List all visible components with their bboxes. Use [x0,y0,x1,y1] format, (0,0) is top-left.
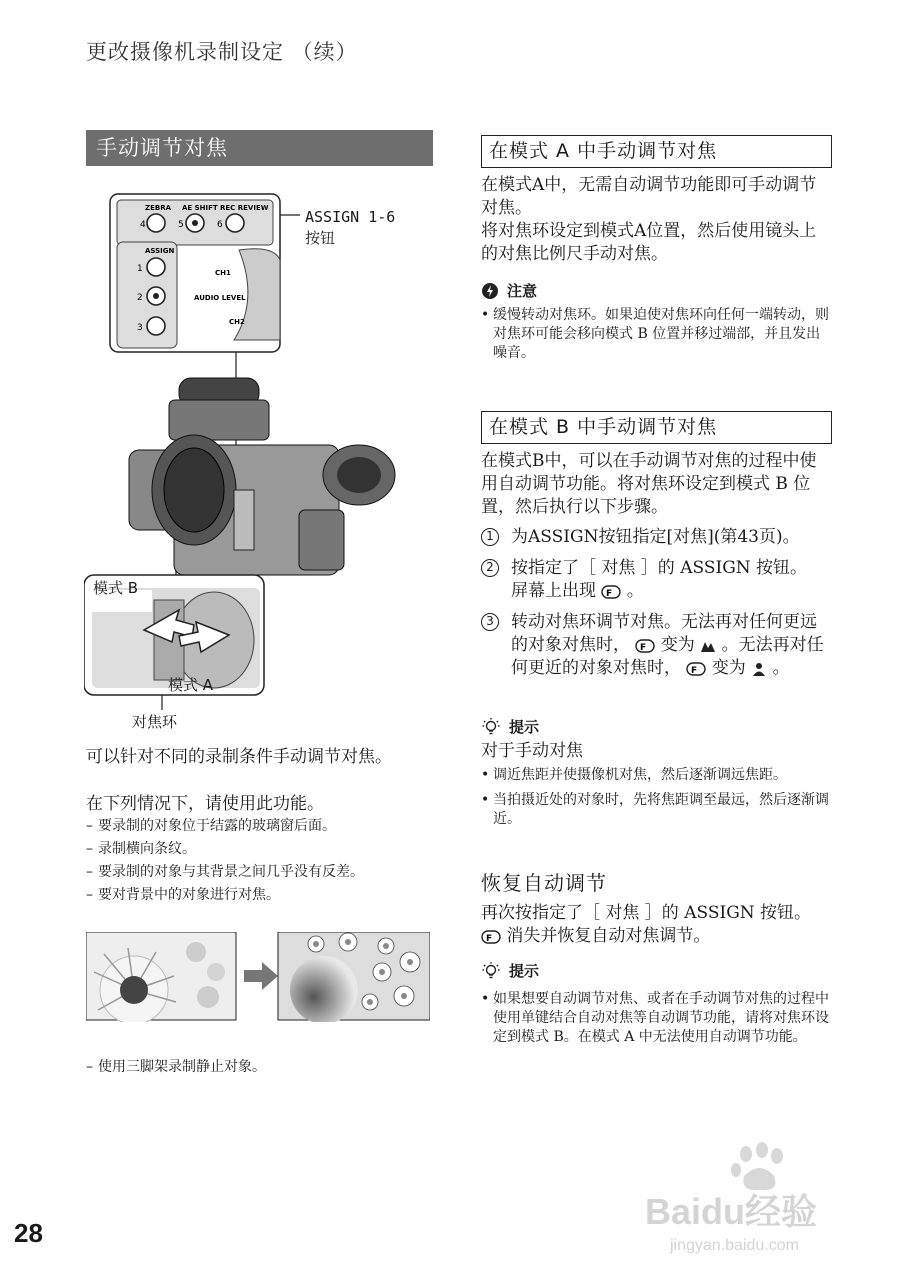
focus-example-images [86,932,430,1022]
zebra-label: ZEBRA [145,204,172,212]
svg-text:2: 2 [137,293,143,303]
tip-heading-1 [481,716,539,737]
tip-bulb-icon [481,717,501,737]
svg-text:F: F [640,642,647,653]
caution-icon [481,282,499,300]
list-item: – 使用三脚架录制静止对象。 [86,1058,431,1077]
page-number: 28 [14,1218,43,1248]
svg-text:6: 6 [217,220,223,230]
baidu-watermark [640,1140,870,1260]
list-item: – 要录制的对象位于结露的玻璃窗后面。 [86,817,431,836]
svg-text:5: 5 [178,220,184,230]
tip-heading-2 [481,960,539,981]
camcorder-body [129,378,395,575]
step-2: 2 按指定了［ 对焦 ］的 ASSIGN 按钮。 屏幕上出现 F 。 [481,557,833,603]
svg-text:4: 4 [140,220,146,230]
intro-text-1: 可以针对不同的录制条件手动调节对焦。 [86,747,392,767]
caution-heading [481,280,537,301]
arrow-right-icon [244,962,278,990]
mode-b-callout: 模式 B [93,579,139,597]
button-panel-inset [110,194,280,352]
tripod-item [86,1058,431,1077]
ch1-label: CH1 [215,269,231,277]
recover-body: 再次按指定了［ 对焦 ］的 ASSIGN 按钮。 F 消失并恢复自动对焦调节。 [481,903,812,946]
assign-4-button [147,214,165,232]
assign-callout-line2: 按钮 [305,229,336,247]
svg-text:F: F [486,933,493,944]
manual-focus-icon [481,930,501,944]
assign-3-button [147,317,165,335]
recover-heading: 恢复自动调节 [481,871,607,895]
caution-label: 注意 [507,282,538,300]
mode-b-body: 在模式B中，可以在手动调节对焦的过程中使用自动调节功能。将对焦环设定到模式 B 位置，然后执行以下步骤。 [481,451,817,517]
intro-text-2: 在下列情况下，请使用此功能。 [86,794,324,814]
list-item: • 缓慢转动对焦环。如果迫使对焦环向任何一端转动，则对焦环可能会移向模式 B 位置并移过端部，并且发出噪音。 [481,306,833,363]
mode-a-callout: 模式 A [168,676,214,694]
paw-icon [731,1142,783,1190]
section-title-manual-focus: 手动调节对焦 [86,130,433,166]
ch2-label: CH2 [229,318,245,326]
manual-focus-icon [686,662,706,676]
conditions-list [86,817,431,905]
audio-level-label: AUDIO LEVEL [194,294,246,302]
list-item: – 要录制的对象与其背景之间几乎没有反差。 [86,863,431,882]
list-item: • 调近焦距并使摄像机对焦，然后逐渐调远焦距。 [481,766,833,785]
assign-callout-line1: ASSIGN 1-6 [305,208,396,226]
rec-review-label: REC REVIEW [220,204,269,212]
ae-shift-label: AE SHIFT [182,204,218,212]
tip-subheading: 对于手动对焦 [481,741,583,761]
list-item: • 当拍摄近处的对象时，先将焦距调至最远，然后逐渐调近。 [481,791,833,829]
svg-text:3: 3 [137,323,143,333]
tips-list [481,766,833,829]
mode-a-heading: 在模式 A 中手动调节对焦 [481,135,832,168]
page-header-title: 更改摄像机录制设定 （续） [86,40,358,64]
mode-a-body-1: 在模式A中，无需自动调节功能即可手动调节对焦。 [481,175,817,218]
caution-list [481,306,833,363]
assign-6-button [226,214,244,232]
mode-a-body-2: 将对焦环设定到模式A位置，然后使用镜头上的对焦比例尺手动对焦。 [481,221,817,264]
tip-label-2: 提示 [509,962,540,980]
watermark-main: Baidu经验 [645,1191,818,1232]
mode-b-steps [481,526,833,680]
focus-ring-callout: 对焦环 [132,713,178,731]
assign-1-button [147,258,165,276]
assign-label: ASSIGN [145,247,175,255]
tip-bulb-icon [481,961,501,981]
list-item: – 要对背景中的对象进行对焦。 [86,886,431,905]
manual-focus-icon [635,639,655,653]
svg-text:F: F [606,588,613,599]
camera-illustration [84,190,444,740]
manual-focus-icon [601,585,621,599]
watermark-url: jingyan.baidu.com [670,1237,799,1254]
tip-label-1: 提示 [509,718,540,736]
infinity-mountain-icon [700,639,716,653]
svg-text:F: F [691,665,698,676]
svg-text:1: 1 [137,264,143,274]
list-item: • 如果想要自动调节对焦、或者在手动调节对焦的过程中使用单键结合自动对焦等自动调节功能，请将对焦环设定到模式 B。在模式 A 中无法使用自动调节功能。 [481,990,833,1047]
near-person-icon [751,662,767,676]
recover-tip-list [481,990,833,1047]
step-1: 1 为ASSIGN按钮指定[对焦](第43页)。 [481,526,833,549]
mode-b-heading: 在模式 B 中手动调节对焦 [481,411,832,444]
list-item: – 录制横向条纹。 [86,840,431,859]
step-3: 3 转动对焦环调节对焦。无法再对任何更远的对象对焦时， F 变为 。无法再对任何更近的对象对焦时， F 变为 。 [481,611,833,680]
